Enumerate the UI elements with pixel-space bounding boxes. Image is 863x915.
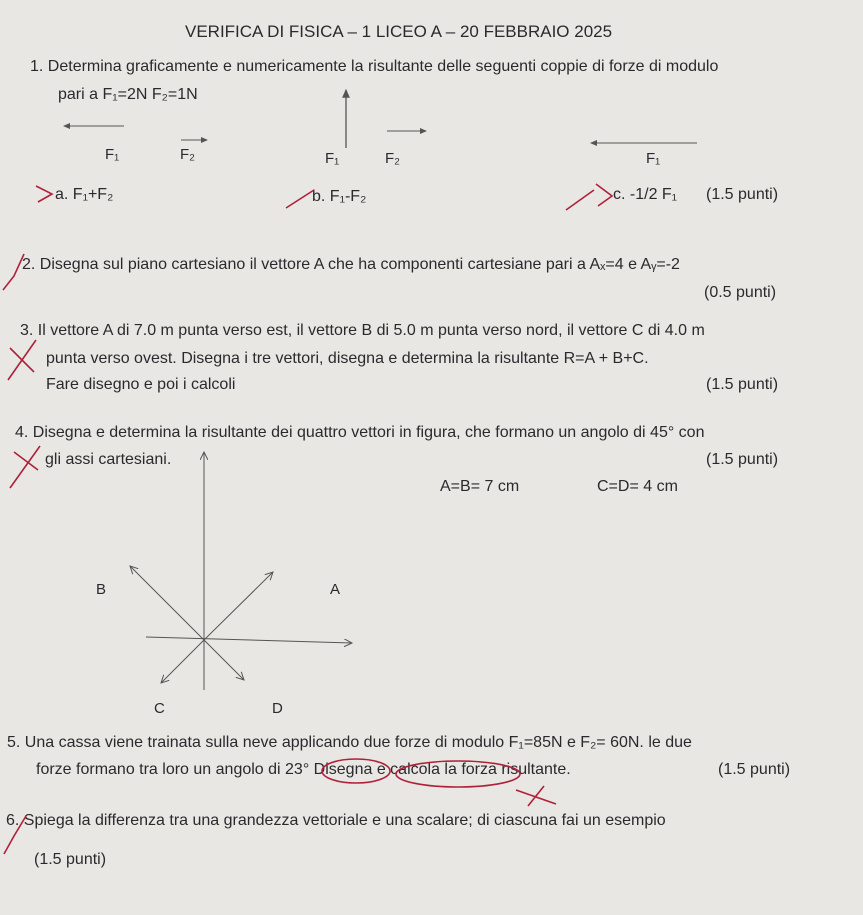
q4-vector-c (161, 640, 204, 683)
q4-vector-b (130, 566, 204, 640)
q4-cd-value: C=D= 4 cm (597, 478, 678, 495)
mark-q5-cross (516, 786, 556, 806)
q6-points: (1.5 punti) (34, 851, 107, 868)
q4-label-d: D (272, 700, 283, 717)
q2-text-line1: 2. Disegna sul piano cartesiano il vettore A che ha componenti cartesiane pari a Aₓ=4 e Aᵧ=-2 (22, 256, 680, 273)
q3-points: (1.5 punti) (706, 376, 779, 393)
q4-label-a: A (330, 581, 341, 598)
q1-label-f2-b: F₂ (385, 150, 400, 167)
q4-points: (1.5 punti) (706, 451, 779, 468)
q2-points: (0.5 punti) (704, 284, 777, 301)
q5-points: (1.5 punti) (718, 761, 791, 778)
q1-label-f1-c: F₁ (646, 150, 661, 167)
q3-text-line2: punta verso ovest. Disegna i tre vettori, disegna e determina la risultante R=A + B+C. (46, 350, 649, 367)
q3-text-line1: 3. Il vettore A di 7.0 m punta verso est, il vettore B di 5.0 m punta verso nord, il vettore C di 4.0 m (20, 322, 705, 339)
q6-text-line1: 6. Spiega la differenza tra una grandezza vettoriale e una scalare; di ciascuna fai un esempio (6, 812, 666, 829)
q1-points: (1.5 punti) (706, 186, 779, 203)
q3-text-line3: Fare disegno e poi i calcoli (46, 376, 236, 393)
page-title: VERIFICA DI FISICA – 1 LICEO A – 20 FEBBRAIO 2025 (185, 22, 613, 41)
q1-item-b: b. F₁-F₂ (312, 188, 367, 205)
q1-label-f1-a: F₁ (105, 146, 120, 163)
mark-q1c (566, 184, 612, 210)
q1-text-line1: 1. Determina graficamente e numericamente la risultante delle seguenti coppie di forze di modulo (30, 58, 719, 75)
mark-q6 (4, 816, 26, 854)
q4-ab-value: A=B= 7 cm (440, 478, 520, 495)
q4-label-c: C (154, 700, 165, 717)
q4-vector-d (204, 640, 244, 680)
q4-label-b: B (96, 581, 107, 598)
mark-q4 (10, 446, 40, 488)
q1-item-c: c. -1/2 F₁ (613, 186, 678, 203)
q4-x-axis (146, 637, 352, 643)
mark-q2 (3, 254, 24, 290)
q4-text-line2: gli assi cartesiani. (45, 451, 172, 468)
mark-q5-circle2 (396, 761, 520, 787)
q5-text-line2: forze formano tra loro un angolo di 23° Disegna e calcola la forza risultante. (36, 761, 571, 778)
q1-item-a: a. F₁+F₂ (55, 186, 114, 203)
q1-label-f1-b: F₁ (325, 150, 340, 167)
mark-q5-circle1 (322, 759, 390, 783)
q1-label-f2-a: F₂ (180, 146, 195, 163)
mark-q3 (8, 340, 36, 380)
mark-q1a (36, 186, 52, 202)
q1-text-line2: pari a F₁=2N F₂=1N (58, 86, 198, 103)
q5-text-line1: 5. Una cassa viene trainata sulla neve applicando due forze di modulo F₁=85N e F₂= 60N. le due (7, 734, 692, 751)
q4-text-line1: 4. Disegna e determina la risultante dei quattro vettori in figura, che formano un angolo di 45° con (15, 424, 705, 441)
q4-vector-a (204, 572, 273, 640)
mark-q1b (286, 190, 314, 208)
